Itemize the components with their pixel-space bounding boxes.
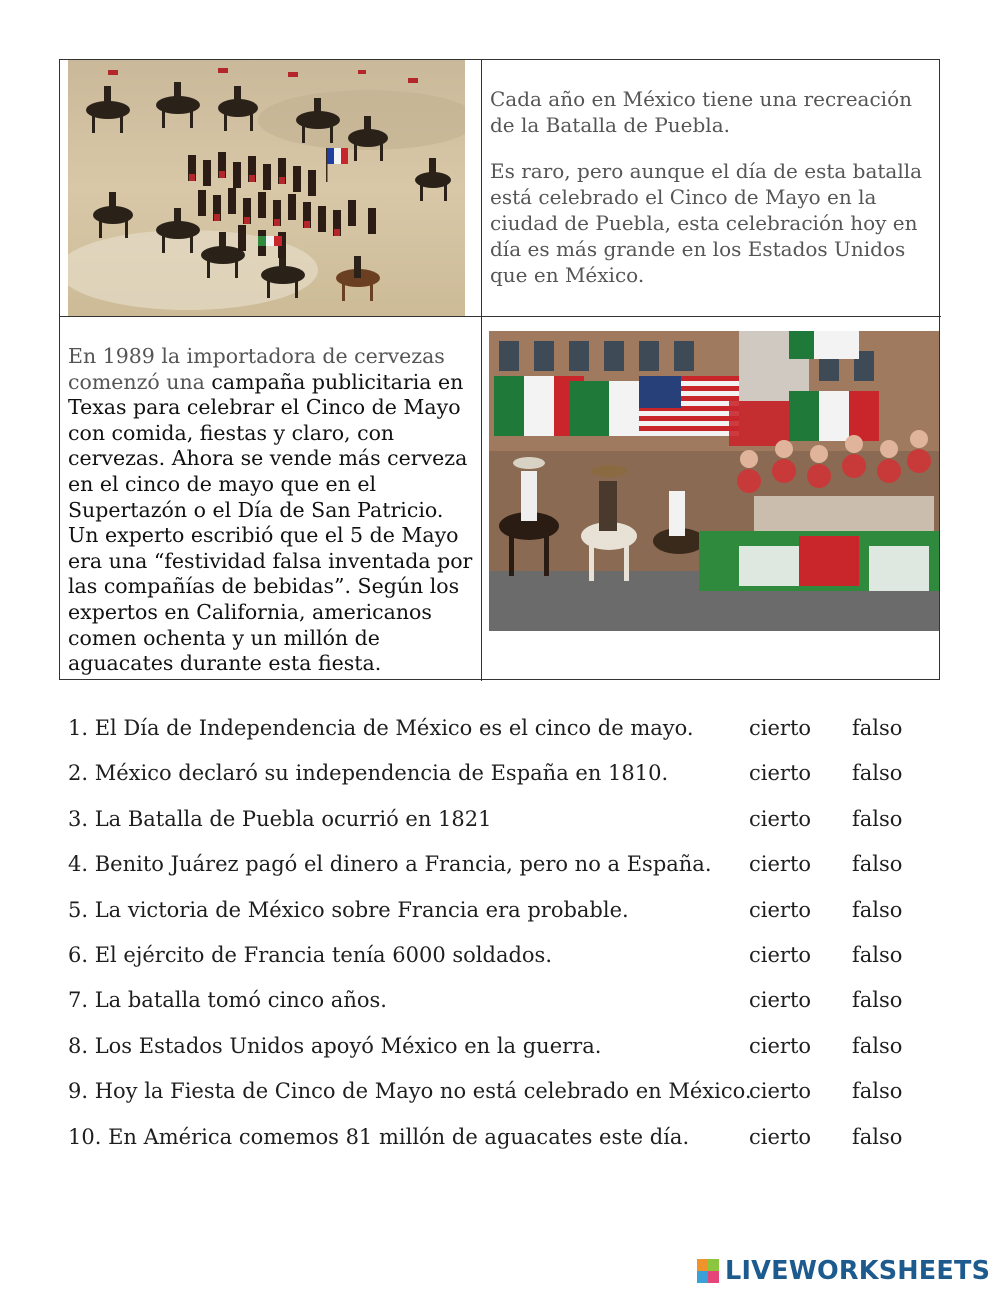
question-text: 2. México declaró su independencia de España en 1810. <box>68 761 669 786</box>
reading-table <box>59 59 940 680</box>
option-cierto[interactable]: cierto <box>749 1079 812 1104</box>
battle-reenactment-photo <box>68 60 465 316</box>
option-cierto[interactable]: cierto <box>749 806 812 831</box>
option-cierto[interactable]: cierto <box>749 988 812 1013</box>
intro-text-block <box>490 86 930 308</box>
campaign-paragraph-body: campaña publicitaria en Texas para celebrar el Cinco de Mayo con comida, fiestas y claro, con cervezas. Ahora se vende más cerveza en el cinco de mayo que en el Supertazón o el Día de San Patricio. Un experto escribió que el 5 de Mayo era una “festividad falsa inventada por las compañías de bebidas”. Según los expertos en California, americanos comen ochenta y un millón de aguacates durante esta fiesta. <box>68 369 473 676</box>
true-false-questions <box>68 712 938 1166</box>
option-cierto[interactable]: cierto <box>749 1033 812 1058</box>
table-divider-horizontal <box>60 316 941 317</box>
question-text: 10. En América comemos 81 millón de aguacates este día. <box>68 1124 690 1149</box>
option-cierto[interactable]: cierto <box>749 852 812 877</box>
table-divider-vertical <box>481 60 482 681</box>
question-text: 9. Hoy la Fiesta de Cinco de Mayo no está celebrado en México. <box>68 1079 752 1104</box>
question-row <box>68 1121 938 1166</box>
question-row <box>68 1030 938 1075</box>
liveworksheets-brand <box>697 1254 990 1288</box>
option-falso[interactable]: falso <box>852 1079 903 1104</box>
option-falso[interactable]: falso <box>852 852 903 877</box>
intro-paragraph-1: Cada año en México tiene una recreación de la Batalla de Puebla. <box>490 87 913 137</box>
question-row <box>68 803 938 848</box>
question-row <box>68 757 938 802</box>
question-text: 7. La batalla tomó cinco años. <box>68 988 387 1013</box>
option-cierto[interactable]: cierto <box>749 716 812 740</box>
option-falso[interactable]: falso <box>852 1033 903 1058</box>
option-cierto[interactable]: cierto <box>749 761 812 786</box>
question-row <box>68 848 938 893</box>
option-cierto[interactable]: cierto <box>749 942 812 967</box>
option-falso[interactable]: falso <box>852 761 903 786</box>
question-text: 3. La Batalla de Puebla ocurrió en 1821 <box>68 806 492 831</box>
brand-name: LIVEWORKSHEETS <box>725 1256 991 1286</box>
campaign-paragraph <box>68 344 473 677</box>
question-text: 4. Benito Juárez pagó el dinero a Francia, pero no a España. <box>68 852 712 877</box>
option-falso[interactable]: falso <box>852 1124 903 1149</box>
campaign-paragraph-lead: En 1989 la importadora de cervezas comenzó una <box>68 344 445 394</box>
question-row <box>68 712 938 757</box>
option-falso[interactable]: falso <box>852 988 903 1013</box>
option-cierto[interactable]: cierto <box>749 1124 812 1149</box>
question-row <box>68 939 938 984</box>
option-cierto[interactable]: cierto <box>749 897 812 922</box>
question-row <box>68 984 938 1029</box>
option-falso[interactable]: falso <box>852 716 903 740</box>
intro-paragraph-2: Es raro, pero aunque el día de esta batalla está celebrado el Cinco de Mayo en la ciudad de Puebla, esta celebración hoy en día es más grande en los Estados Unidos que en México. <box>490 159 923 287</box>
question-text: 8. Los Estados Unidos apoyó México en la guerra. <box>68 1033 602 1058</box>
option-falso[interactable]: falso <box>852 806 903 831</box>
cinco-de-mayo-parade-photo <box>489 331 939 631</box>
option-falso[interactable]: falso <box>852 897 903 922</box>
question-text: 5. La victoria de México sobre Francia era probable. <box>68 897 629 922</box>
option-falso[interactable]: falso <box>852 942 903 967</box>
question-row <box>68 894 938 939</box>
question-text: 1. El Día de Independencia de México es el cinco de mayo. <box>68 716 694 740</box>
question-text: 6. El ejército de Francia tenía 6000 soldados. <box>68 942 553 967</box>
question-row <box>68 1075 938 1120</box>
liveworksheets-logo-icon <box>697 1259 719 1283</box>
